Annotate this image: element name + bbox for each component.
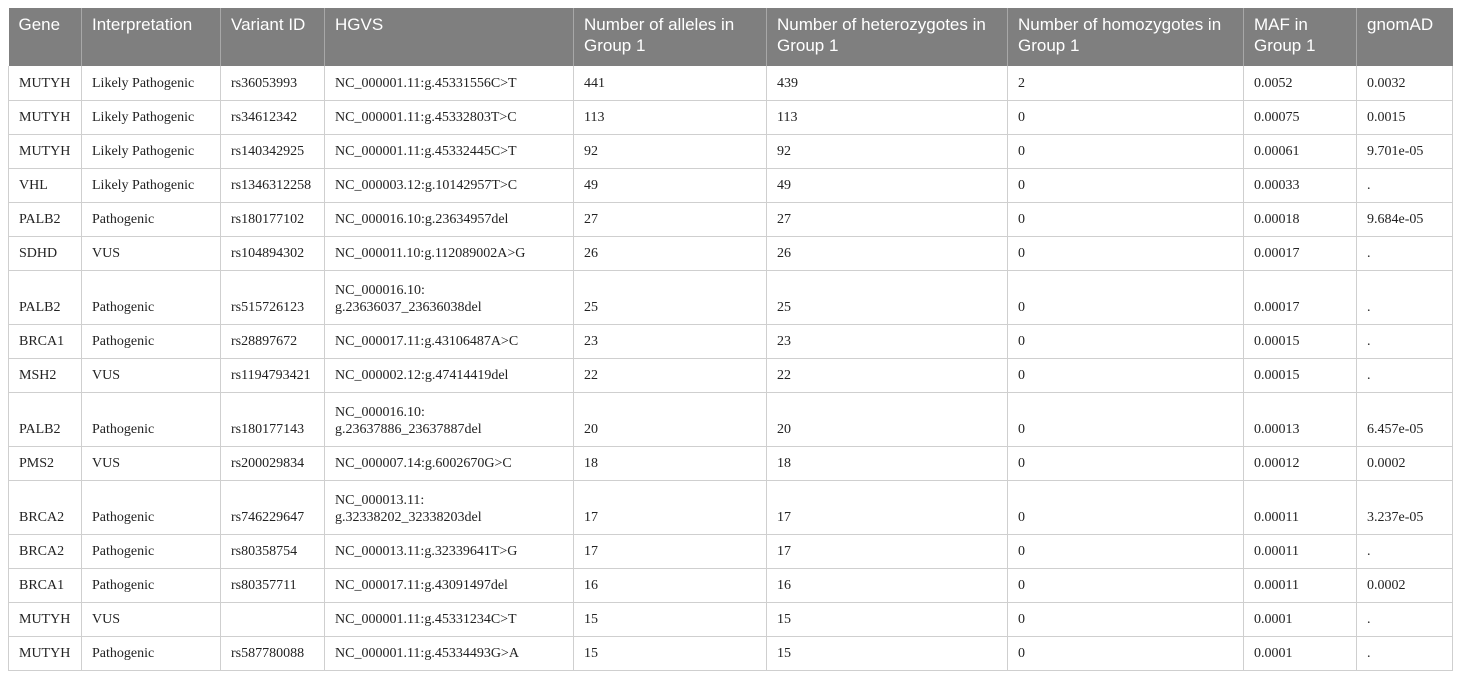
cell-hgvs	[325, 236, 574, 270]
cell-homozygotes: 0	[1008, 392, 1244, 446]
cell-alleles: 26	[574, 236, 767, 270]
cell-maf: 0.00017	[1244, 236, 1357, 270]
cell-alleles: 27	[574, 202, 767, 236]
hgvs-line: NC_000016.10:	[335, 404, 425, 420]
cell-hgvs	[325, 100, 574, 134]
cell-interpretation: Pathogenic	[82, 636, 221, 670]
cell-alleles: 22	[574, 358, 767, 392]
cell-variant-id: rs104894302	[221, 236, 325, 270]
cell-gene: BRCA2	[9, 480, 82, 534]
cell-maf: 0.0001	[1244, 602, 1357, 636]
hgvs-line: NC_000003.12:g.10142957T>C	[335, 177, 518, 193]
table-row	[9, 534, 1453, 568]
cell-interpretation: Likely Pathogenic	[82, 100, 221, 134]
hgvs-line: NC_000001.11:g.45331234C>T	[335, 611, 517, 627]
cell-homozygotes: 0	[1008, 236, 1244, 270]
cell-gene: MUTYH	[9, 66, 82, 100]
header-row	[9, 8, 1453, 66]
table-row	[9, 236, 1453, 270]
cell-interpretation: VUS	[82, 236, 221, 270]
cell-homozygotes: 0	[1008, 602, 1244, 636]
cell-gnomad: .	[1357, 636, 1453, 670]
header-interpretation: Interpretation	[82, 8, 221, 66]
cell-variant-id: rs28897672	[221, 324, 325, 358]
cell-heterozygotes: 25	[767, 270, 1008, 324]
header-homozygotes: Number of homozygotes in Group 1	[1008, 8, 1244, 66]
cell-gene: MUTYH	[9, 602, 82, 636]
cell-maf: 0.00075	[1244, 100, 1357, 134]
cell-alleles: 92	[574, 134, 767, 168]
hgvs-line: NC_000017.11:g.43106487A>C	[335, 333, 519, 349]
cell-hgvs	[325, 358, 574, 392]
cell-gnomad: 6.457e-05	[1357, 392, 1453, 446]
cell-gene: MUTYH	[9, 636, 82, 670]
variant-table	[8, 8, 1453, 671]
cell-hgvs	[325, 534, 574, 568]
cell-maf: 0.00011	[1244, 568, 1357, 602]
table-row	[9, 100, 1453, 134]
cell-interpretation: Pathogenic	[82, 534, 221, 568]
cell-hgvs	[325, 134, 574, 168]
cell-gnomad: .	[1357, 358, 1453, 392]
cell-gene: BRCA2	[9, 534, 82, 568]
cell-interpretation: Pathogenic	[82, 324, 221, 358]
cell-maf: 0.00012	[1244, 446, 1357, 480]
cell-interpretation: Pathogenic	[82, 480, 221, 534]
cell-gene: PALB2	[9, 392, 82, 446]
table-row	[9, 324, 1453, 358]
cell-hgvs	[325, 66, 574, 100]
cell-homozygotes: 0	[1008, 324, 1244, 358]
cell-variant-id: rs34612342	[221, 100, 325, 134]
cell-variant-id: rs36053993	[221, 66, 325, 100]
cell-gene: MUTYH	[9, 134, 82, 168]
hgvs-line: NC_000001.11:g.45334493G>A	[335, 645, 519, 661]
cell-variant-id: rs80358754	[221, 534, 325, 568]
table-row	[9, 66, 1453, 100]
cell-interpretation: Likely Pathogenic	[82, 134, 221, 168]
cell-alleles: 17	[574, 480, 767, 534]
cell-hgvs	[325, 480, 574, 534]
cell-hgvs	[325, 392, 574, 446]
cell-variant-id	[221, 602, 325, 636]
cell-maf: 0.00011	[1244, 480, 1357, 534]
cell-heterozygotes: 113	[767, 100, 1008, 134]
cell-gnomad: .	[1357, 324, 1453, 358]
cell-hgvs	[325, 324, 574, 358]
table-row	[9, 358, 1453, 392]
cell-gnomad: 0.0015	[1357, 100, 1453, 134]
cell-maf: 0.0001	[1244, 636, 1357, 670]
cell-maf: 0.00017	[1244, 270, 1357, 324]
cell-heterozygotes: 15	[767, 636, 1008, 670]
cell-homozygotes: 0	[1008, 134, 1244, 168]
cell-variant-id: rs200029834	[221, 446, 325, 480]
hgvs-line: NC_000007.14:g.6002670G>C	[335, 455, 512, 471]
cell-heterozygotes: 23	[767, 324, 1008, 358]
cell-gene: PMS2	[9, 446, 82, 480]
header-maf: MAF in Group 1	[1244, 8, 1357, 66]
cell-heterozygotes: 18	[767, 446, 1008, 480]
cell-heterozygotes: 27	[767, 202, 1008, 236]
cell-alleles: 441	[574, 66, 767, 100]
hgvs-line: g.23636037_23636038del	[335, 299, 482, 315]
cell-hgvs	[325, 168, 574, 202]
cell-heterozygotes: 20	[767, 392, 1008, 446]
cell-variant-id: rs180177102	[221, 202, 325, 236]
cell-homozygotes: 0	[1008, 168, 1244, 202]
cell-homozygotes: 0	[1008, 202, 1244, 236]
cell-alleles: 18	[574, 446, 767, 480]
cell-heterozygotes: 17	[767, 480, 1008, 534]
cell-hgvs	[325, 568, 574, 602]
cell-heterozygotes: 92	[767, 134, 1008, 168]
cell-variant-id: rs1346312258	[221, 168, 325, 202]
cell-gnomad: 0.0002	[1357, 568, 1453, 602]
cell-maf: 0.0052	[1244, 66, 1357, 100]
cell-gnomad: 9.684e-05	[1357, 202, 1453, 236]
cell-interpretation: Pathogenic	[82, 202, 221, 236]
cell-gene: MUTYH	[9, 100, 82, 134]
cell-alleles: 15	[574, 602, 767, 636]
table-row	[9, 480, 1453, 534]
cell-variant-id: rs140342925	[221, 134, 325, 168]
cell-interpretation: Pathogenic	[82, 392, 221, 446]
table-row	[9, 602, 1453, 636]
hgvs-line: NC_000016.10:g.23634957del	[335, 211, 509, 227]
cell-heterozygotes: 26	[767, 236, 1008, 270]
cell-gene: PALB2	[9, 270, 82, 324]
cell-homozygotes: 0	[1008, 568, 1244, 602]
table-header	[9, 8, 1453, 66]
cell-homozygotes: 0	[1008, 534, 1244, 568]
cell-homozygotes: 0	[1008, 270, 1244, 324]
hgvs-line: NC_000001.11:g.45332445C>T	[335, 143, 517, 159]
cell-interpretation: Likely Pathogenic	[82, 66, 221, 100]
cell-maf: 0.00033	[1244, 168, 1357, 202]
hgvs-line: NC_000017.11:g.43091497del	[335, 577, 508, 593]
cell-gnomad: .	[1357, 602, 1453, 636]
cell-alleles: 20	[574, 392, 767, 446]
cell-maf: 0.00011	[1244, 534, 1357, 568]
cell-gnomad: .	[1357, 168, 1453, 202]
hgvs-line: NC_000011.10:g.112089002A>G	[335, 245, 526, 261]
cell-homozygotes: 2	[1008, 66, 1244, 100]
hgvs-line: NC_000016.10:	[335, 282, 425, 298]
table-row	[9, 202, 1453, 236]
cell-interpretation: Pathogenic	[82, 270, 221, 324]
cell-hgvs	[325, 602, 574, 636]
header-alleles: Number of alleles in Group 1	[574, 8, 767, 66]
cell-heterozygotes: 16	[767, 568, 1008, 602]
cell-gene: BRCA1	[9, 324, 82, 358]
cell-maf: 0.00015	[1244, 324, 1357, 358]
cell-gnomad: 0.0032	[1357, 66, 1453, 100]
hgvs-line: NC_000002.12:g.47414419del	[335, 367, 509, 383]
cell-gene: PALB2	[9, 202, 82, 236]
cell-variant-id: rs1194793421	[221, 358, 325, 392]
cell-homozygotes: 0	[1008, 358, 1244, 392]
cell-gene: VHL	[9, 168, 82, 202]
cell-homozygotes: 0	[1008, 100, 1244, 134]
cell-variant-id: rs180177143	[221, 392, 325, 446]
cell-alleles: 23	[574, 324, 767, 358]
cell-homozygotes: 0	[1008, 636, 1244, 670]
cell-gene: BRCA1	[9, 568, 82, 602]
cell-gnomad: 9.701e-05	[1357, 134, 1453, 168]
cell-interpretation: Pathogenic	[82, 568, 221, 602]
table-row	[9, 392, 1453, 446]
cell-interpretation: VUS	[82, 602, 221, 636]
cell-gene: SDHD	[9, 236, 82, 270]
cell-gnomad: .	[1357, 534, 1453, 568]
cell-alleles: 25	[574, 270, 767, 324]
cell-alleles: 49	[574, 168, 767, 202]
cell-homozygotes: 0	[1008, 446, 1244, 480]
cell-alleles: 15	[574, 636, 767, 670]
cell-hgvs	[325, 202, 574, 236]
table-row	[9, 168, 1453, 202]
hgvs-line: g.23637886_23637887del	[335, 421, 482, 437]
header-gnomad: gnomAD	[1357, 8, 1453, 66]
cell-gnomad: 0.0002	[1357, 446, 1453, 480]
cell-maf: 0.00018	[1244, 202, 1357, 236]
cell-variant-id: rs515726123	[221, 270, 325, 324]
cell-hgvs	[325, 636, 574, 670]
cell-alleles: 17	[574, 534, 767, 568]
cell-alleles: 113	[574, 100, 767, 134]
cell-heterozygotes: 17	[767, 534, 1008, 568]
table-row	[9, 134, 1453, 168]
cell-heterozygotes: 49	[767, 168, 1008, 202]
hgvs-line: g.32338202_32338203del	[335, 509, 482, 525]
cell-variant-id: rs587780088	[221, 636, 325, 670]
cell-heterozygotes: 439	[767, 66, 1008, 100]
cell-alleles: 16	[574, 568, 767, 602]
cell-variant-id: rs80357711	[221, 568, 325, 602]
header-variant-id: Variant ID	[221, 8, 325, 66]
header-hgvs: HGVS	[325, 8, 574, 66]
header-gene: Gene	[9, 8, 82, 66]
table-row	[9, 636, 1453, 670]
cell-gnomad: 3.237e-05	[1357, 480, 1453, 534]
cell-maf: 0.00061	[1244, 134, 1357, 168]
cell-heterozygotes: 15	[767, 602, 1008, 636]
cell-gene: MSH2	[9, 358, 82, 392]
cell-maf: 0.00013	[1244, 392, 1357, 446]
cell-gnomad: .	[1357, 236, 1453, 270]
cell-interpretation: VUS	[82, 446, 221, 480]
hgvs-line: NC_000013.11:	[335, 492, 425, 508]
table-row	[9, 568, 1453, 602]
cell-hgvs	[325, 270, 574, 324]
table-row	[9, 446, 1453, 480]
cell-variant-id: rs746229647	[221, 480, 325, 534]
cell-gnomad: .	[1357, 270, 1453, 324]
table-body	[9, 66, 1453, 670]
cell-homozygotes: 0	[1008, 480, 1244, 534]
cell-maf: 0.00015	[1244, 358, 1357, 392]
cell-interpretation: Likely Pathogenic	[82, 168, 221, 202]
hgvs-line: NC_000001.11:g.45331556C>T	[335, 75, 517, 91]
cell-interpretation: VUS	[82, 358, 221, 392]
table-row	[9, 270, 1453, 324]
hgvs-line: NC_000013.11:g.32339641T>G	[335, 543, 518, 559]
variant-table-container	[8, 8, 1452, 671]
header-heterozygotes: Number of heterozygotes in Group 1	[767, 8, 1008, 66]
cell-hgvs	[325, 446, 574, 480]
cell-heterozygotes: 22	[767, 358, 1008, 392]
hgvs-line: NC_000001.11:g.45332803T>C	[335, 109, 517, 125]
